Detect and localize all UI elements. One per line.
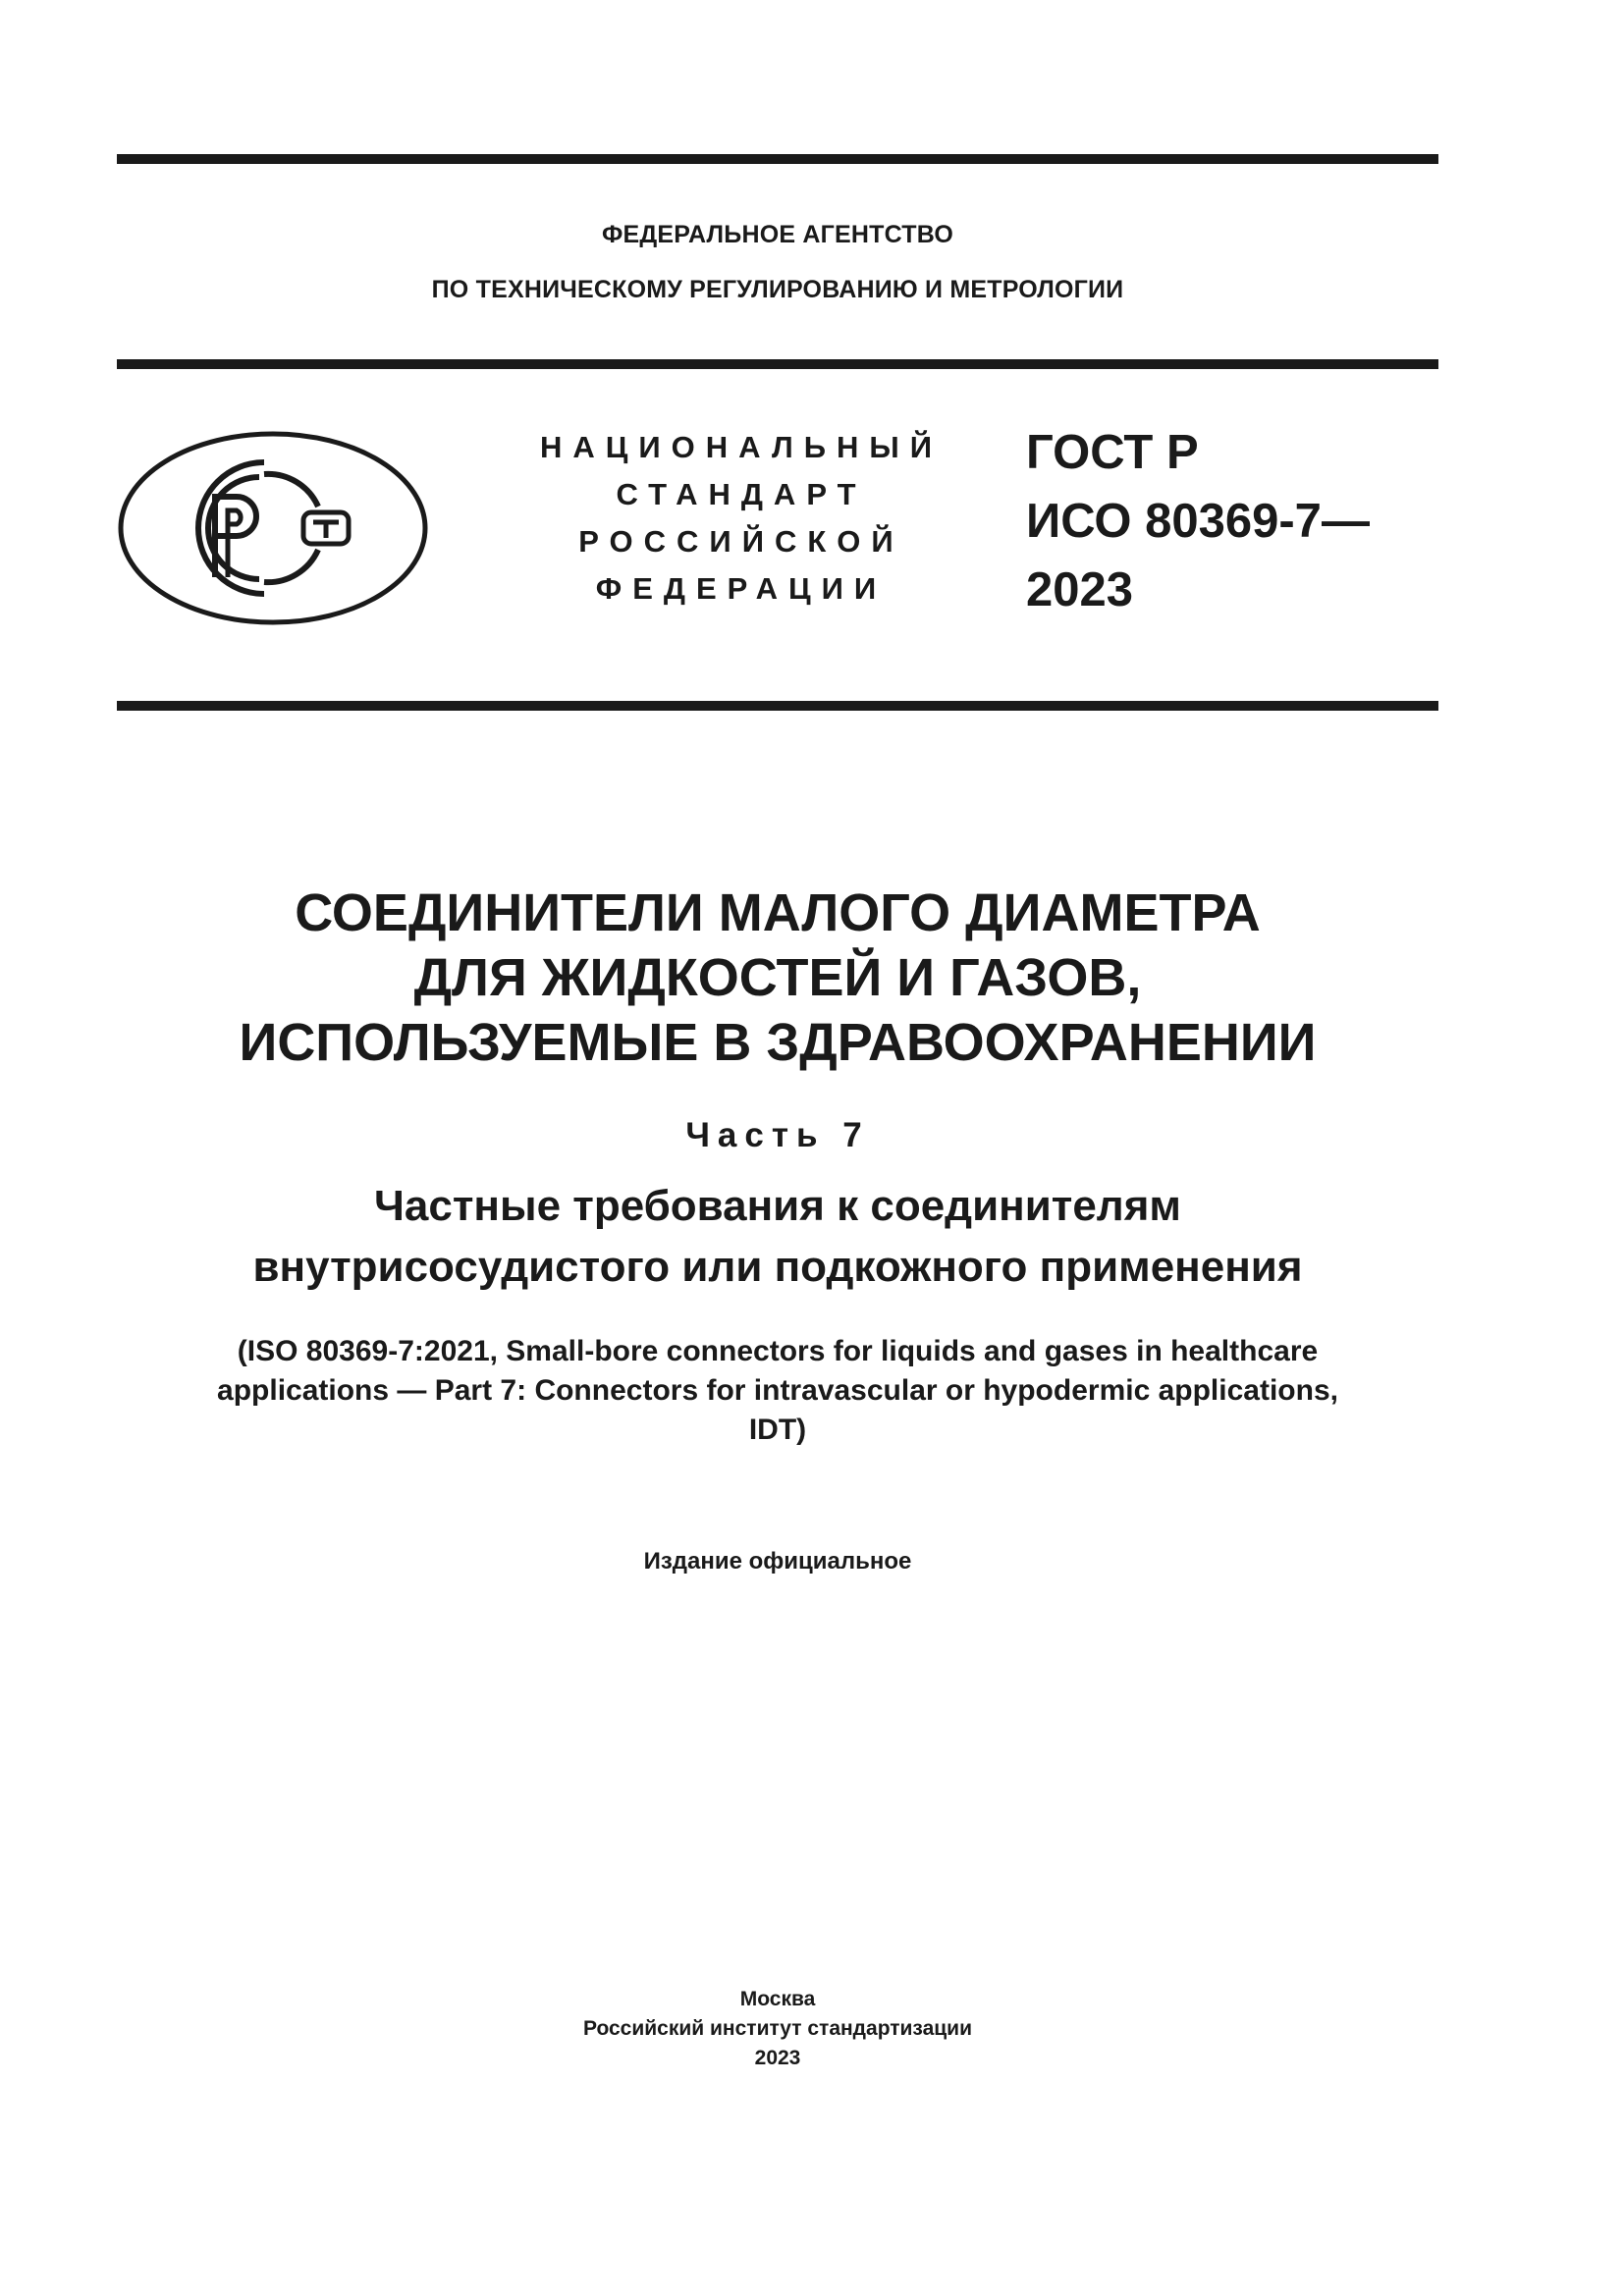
national-standard-line: НАЦИОНАЛЬНЫЙ bbox=[539, 430, 944, 464]
agency-name-line-2: ПО ТЕХНИЧЕСКОМУ РЕГУЛИРОВАНИЮ И МЕТРОЛОГИИ bbox=[431, 276, 1124, 303]
national-standard-label bbox=[476, 424, 1006, 613]
designation-line: ИСО 80369-7— bbox=[1026, 495, 1370, 548]
title-block-divider bbox=[117, 701, 1438, 711]
header-divider bbox=[117, 359, 1438, 369]
national-standard-line: РОССИЙСКОЙ bbox=[578, 524, 904, 559]
imprint-city: Москва bbox=[739, 1988, 816, 2010]
subtitle-line: Частные требования к соединителям bbox=[374, 1182, 1181, 1230]
title-line: ДЛЯ ЖИДКОСТЕЙ И ГАЗОВ, bbox=[413, 948, 1142, 1007]
agency-name-line-1: ФЕДЕРАЛЬНОЕ АГЕНТСТВО bbox=[602, 221, 953, 248]
title-line: СОЕДИНИТЕЛИ МАЛОГО ДИАМЕТРА bbox=[295, 883, 1261, 942]
edition-label: Издание официальное bbox=[643, 1548, 912, 1575]
part-number: Часть 7 bbox=[685, 1116, 870, 1154]
imprint-year: 2023 bbox=[754, 2047, 801, 2069]
publisher-imprint bbox=[117, 1985, 1438, 2073]
iso-reference bbox=[117, 1332, 1438, 1450]
imprint-publisher: Российский институт стандартизации bbox=[582, 2017, 973, 2040]
title-line: ИСПОЛЬЗУЕМЫЕ В ЗДРАВООХРАНЕНИИ bbox=[239, 1013, 1317, 1072]
document-title bbox=[117, 881, 1438, 1075]
national-standard-line: ФЕДЕРАЦИИ bbox=[595, 571, 888, 606]
part-subtitle bbox=[117, 1176, 1438, 1298]
iso-reference-line: applications — Part 7: Connectors for intravascular or hypodermic applications, bbox=[217, 1374, 1338, 1407]
top-divider bbox=[117, 154, 1438, 164]
national-standard-line: СТАНДАРТ bbox=[616, 477, 867, 511]
designation-line: ГОСТ Р bbox=[1026, 426, 1199, 479]
standard-designation bbox=[1026, 418, 1438, 624]
iso-reference-line: IDT) bbox=[748, 1414, 807, 1446]
subtitle-line: внутрисосудистого или подкожного применения bbox=[252, 1243, 1303, 1291]
iso-reference-line: (ISO 80369-7:2021, Small-bore connectors for liquids and gases in healthcare bbox=[237, 1335, 1319, 1367]
designation-line: 2023 bbox=[1026, 563, 1134, 616]
rst-certification-mark-icon bbox=[117, 430, 429, 626]
